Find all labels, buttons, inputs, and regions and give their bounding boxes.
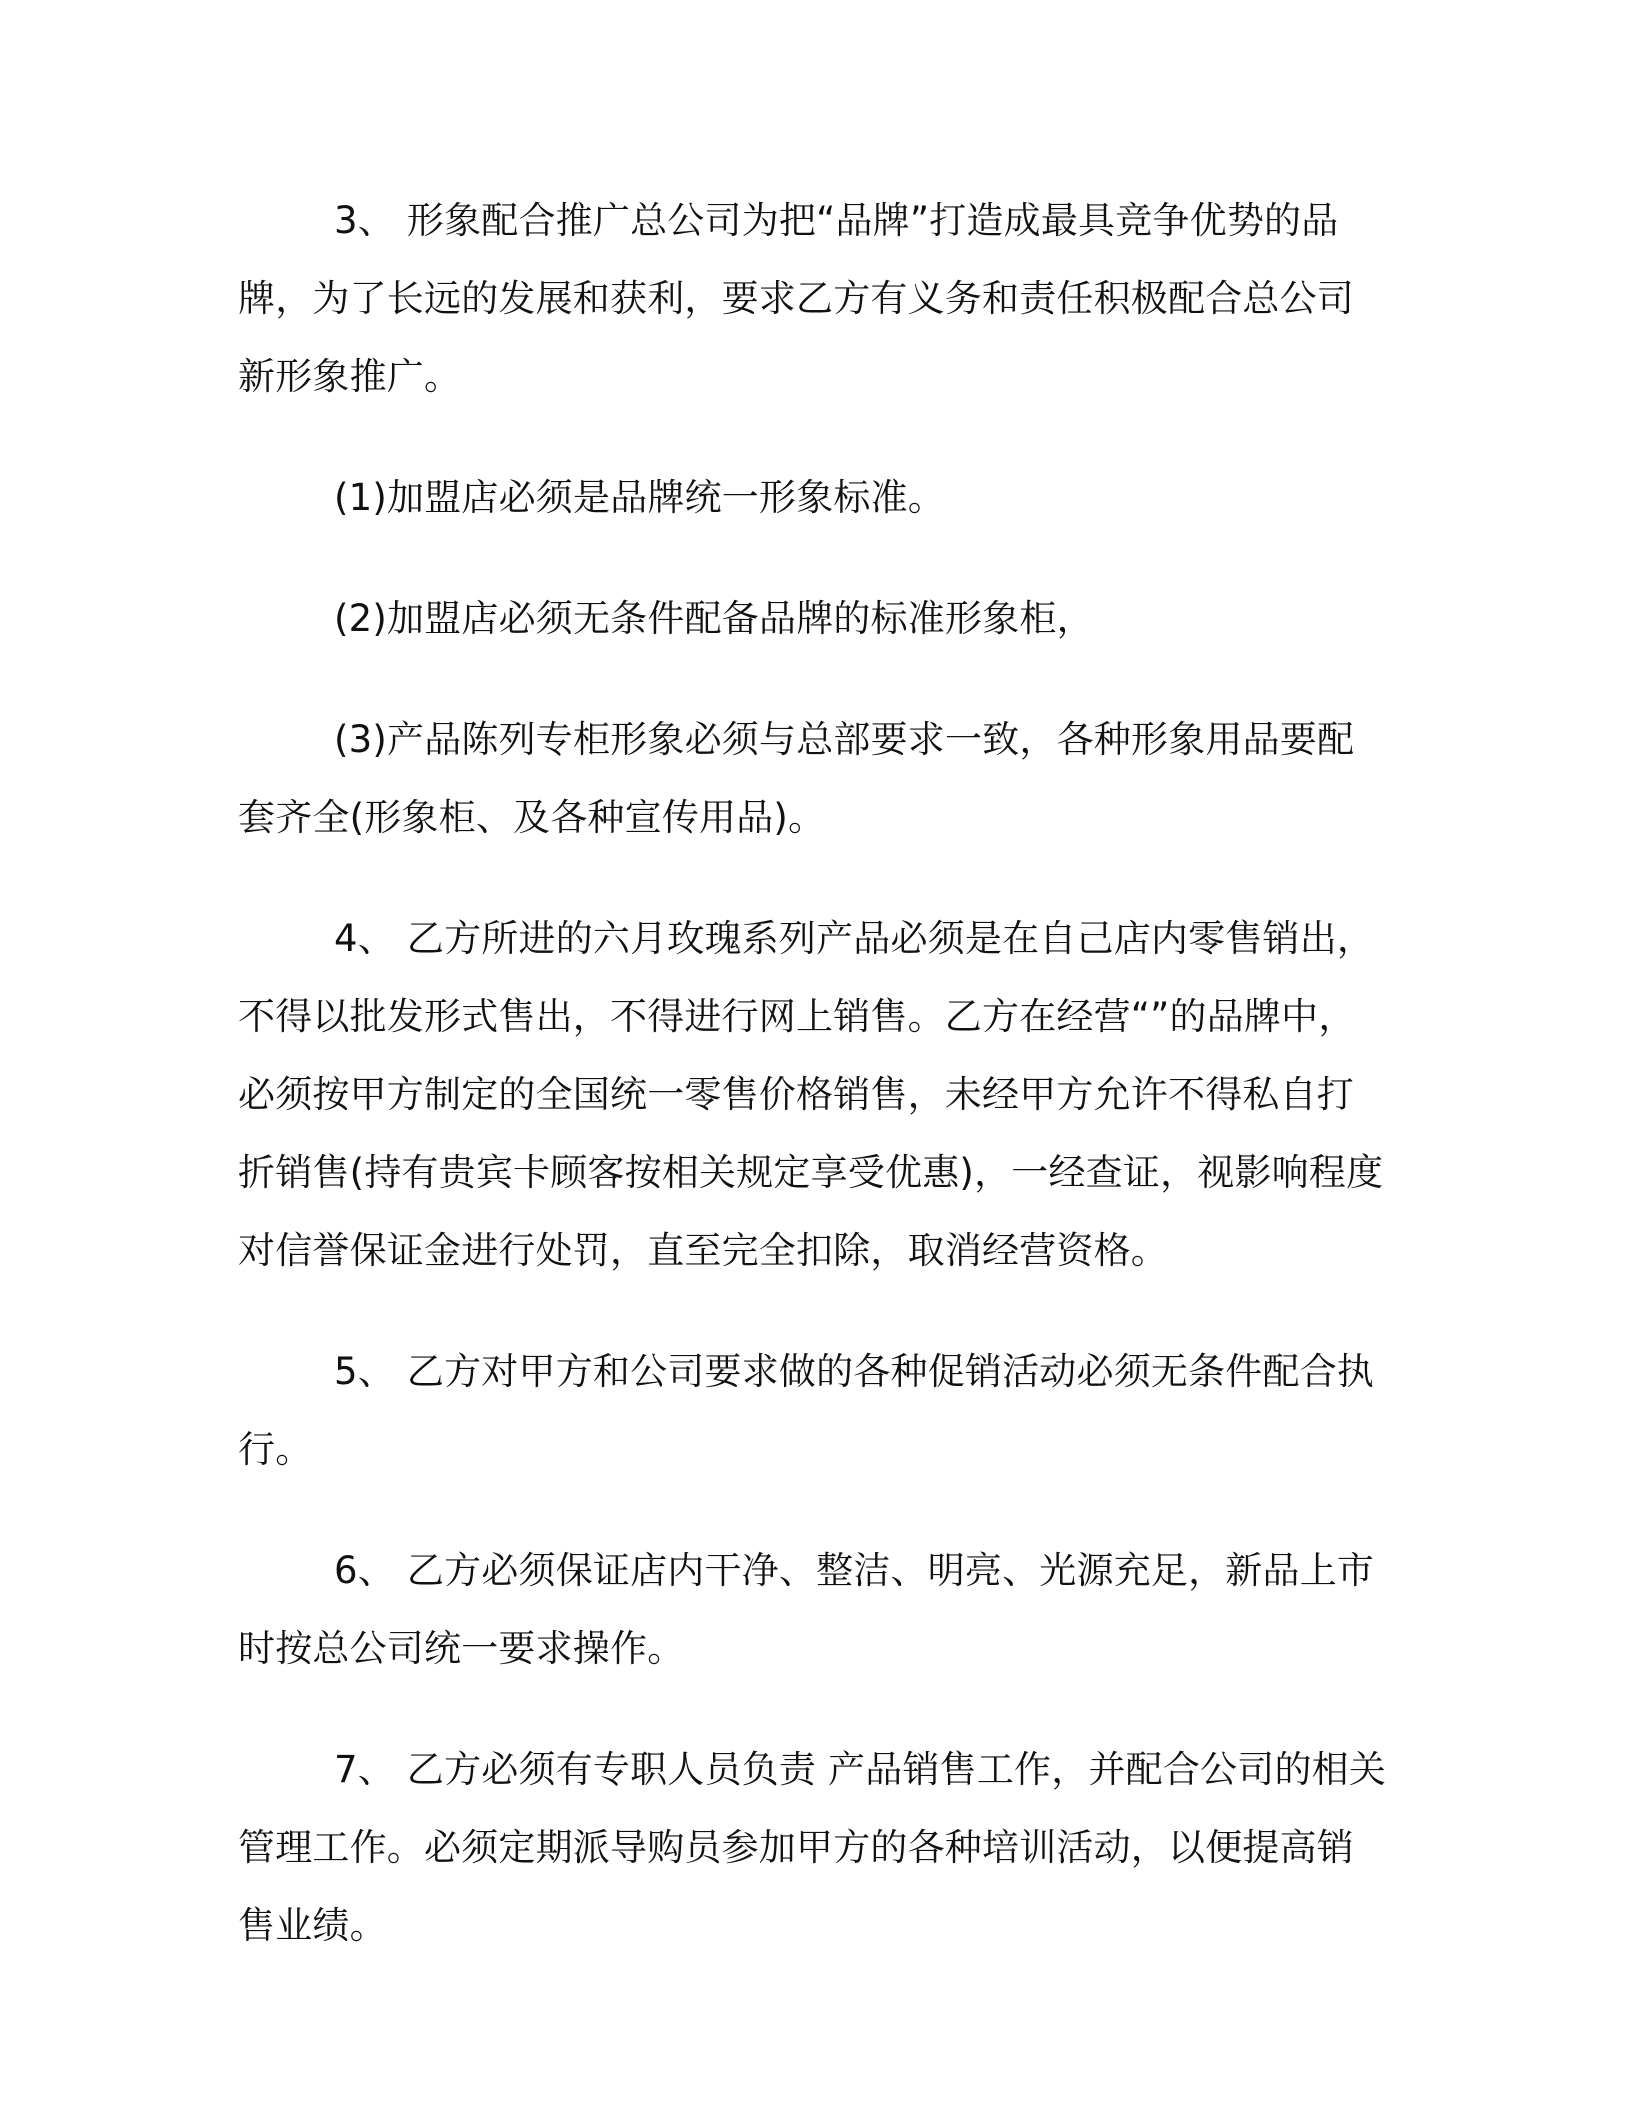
paragraph-clause-4: 4、 乙方所进的六月玫瑰系列产品必须是在自己店内零售销出，不得以批发形式售出，不得进行网上销售。乙方在经营“”的品牌中，必须按甲方制定的全国统一零售价格销售，未经甲方允许不得私自打折销售(持有贵宾卡顾客按相关规定享受优惠)，一经查证，视影响程度对信誉保证金进行处罚，直至完全扣除，取消经营资格。 bbox=[238, 917, 1384, 1272]
paragraph-clause-3-item-3: (3)产品陈列专柜形象必须与总部要求一致，各种形象用品要配套齐全(形象柜、及各种宣传用品)。 bbox=[238, 718, 1355, 839]
paragraph-clause-3-item-1: (1)加盟店必须是品牌统一形象标准。 bbox=[334, 476, 946, 519]
paragraph-clause-5: 5、 乙方对甲方和公司要求做的各种促销活动必须无条件配合执行。 bbox=[238, 1350, 1375, 1471]
paragraph-clause-7: 7、 乙方必须有专职人员负责 产品销售工作，并配合公司的相关管理工作。必须定期派导购员参加甲方的各种培训活动，以便提高销售业绩。 bbox=[238, 1748, 1387, 1947]
document-body bbox=[238, 182, 1388, 2008]
paragraph-clause-6: 6、 乙方必须保证店内干净、整洁、明亮、光源充足，新品上市时按总公司统一要求操作。 bbox=[238, 1549, 1375, 1670]
paragraph-clause-3-item-2: (2)加盟店必须无条件配备品牌的标准形象柜， bbox=[334, 597, 1094, 640]
paragraph-clause-3: 3、 形象配合推广总公司为把“品牌”打造成最具竞争优势的品牌，为了长远的发展和获利，要求乙方有义务和责任积极配合总公司新形象推广。 bbox=[238, 199, 1354, 398]
